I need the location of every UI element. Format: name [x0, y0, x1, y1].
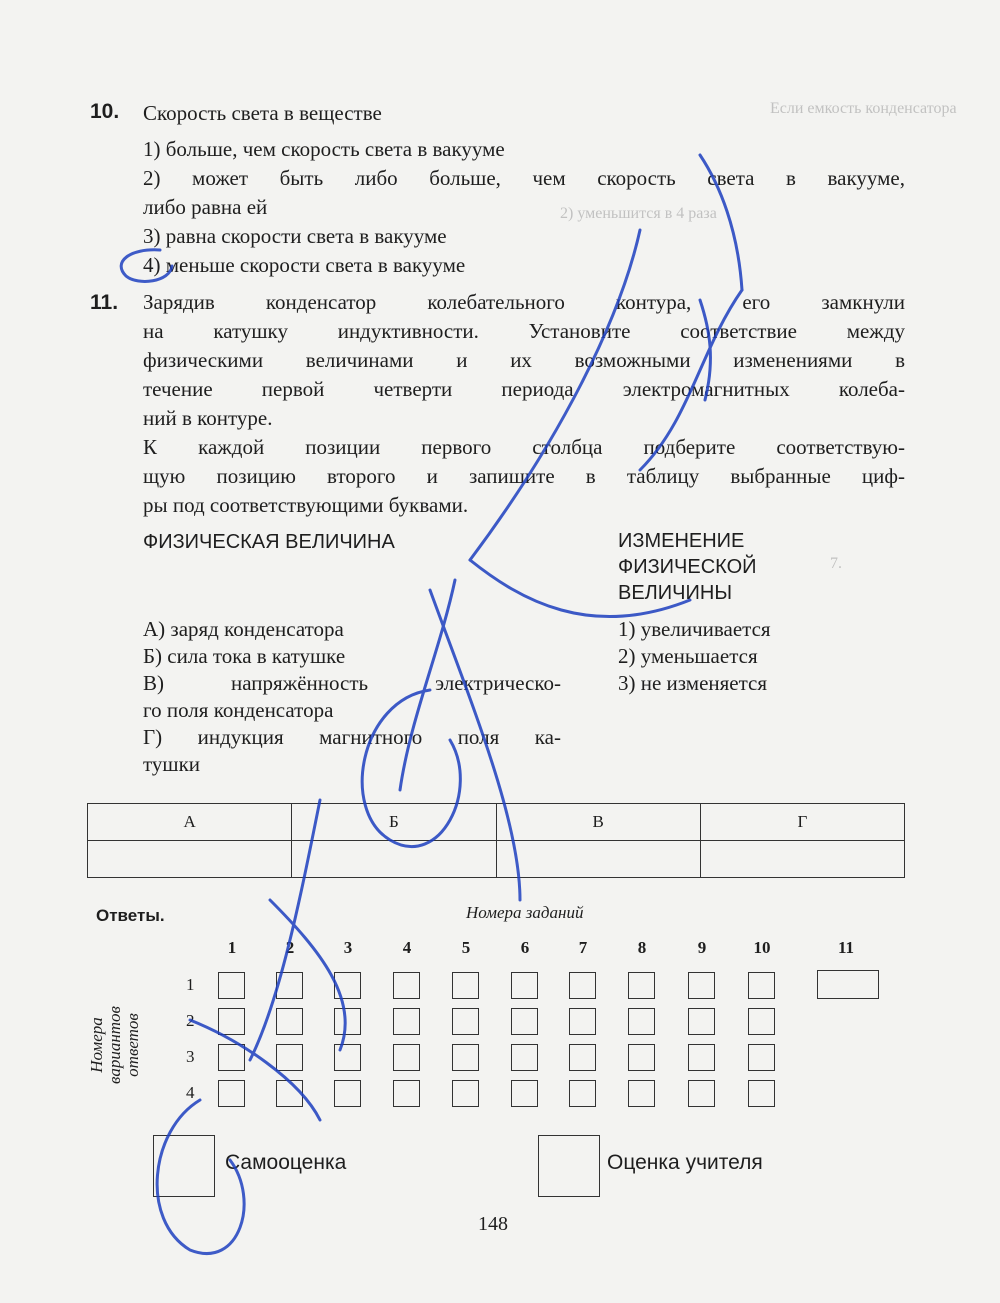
question-11-number: 11.	[90, 291, 119, 314]
pen-stroke	[700, 155, 742, 290]
question-10-option-2: 2) может быть либо больше, чем скорость света в вакууме,	[143, 166, 905, 190]
quantity-v: В) напряжённость электрическо-	[143, 671, 561, 695]
column-2-header-line: ИЗМЕНЕНИЕ	[618, 530, 745, 552]
pen-stroke	[190, 1020, 320, 1120]
question-11-line: щую позицию второго и запишите в таблицу выбранные циф-	[143, 464, 905, 488]
task-number: 4	[402, 938, 412, 957]
task-number: 3	[343, 938, 353, 957]
pen-stroke	[470, 560, 690, 617]
question-10-option-2-cont: либо равна ей	[143, 195, 268, 219]
quantity-b: Б) сила тока в катушке	[143, 644, 346, 668]
task-number: 7	[578, 938, 588, 957]
quantity-g-cont: тушки	[143, 752, 201, 776]
change-2: 2) уменьшается	[618, 644, 758, 668]
variants-label-line: ответов	[123, 1013, 142, 1077]
question-10-number: 10.	[90, 100, 120, 123]
bleed-through-text: Если емкость конденсатора	[770, 100, 957, 117]
pen-circle-option-4	[121, 250, 172, 282]
question-10-option-3: 3) равна скорости света в вакууме	[143, 224, 447, 248]
page-number: 148	[478, 1213, 508, 1235]
task-number: 9	[697, 938, 707, 957]
bleed-through-text: 7.	[830, 555, 842, 572]
variant-number: 1	[186, 975, 195, 994]
column-1-header: ФИЗИЧЕСКАЯ ВЕЛИЧИНА	[143, 531, 395, 553]
question-11-line: на катушку индуктивности. Установите соответствие между	[143, 319, 905, 343]
quantity-a: А) заряд конденсатора	[143, 617, 344, 641]
teacher-assessment-label: Оценка учителя	[607, 1151, 763, 1174]
task-number: 2	[285, 938, 295, 957]
pen-stroke	[640, 290, 742, 470]
question-11-line: физическими величинами и их возможными изменениями в	[143, 348, 905, 372]
task-number: 11	[837, 938, 855, 957]
answers-title: Ответы.	[96, 906, 165, 925]
question-11-line: ний в контуре.	[143, 406, 273, 430]
bleed-through-text: 2) уменьшится в 4 раза	[560, 205, 717, 222]
task-number: 8	[637, 938, 647, 957]
pen-stroke	[250, 800, 320, 1060]
pen-loop	[157, 1100, 244, 1254]
question-10-stem: Скорость света в веществе	[143, 101, 382, 125]
pen-stroke	[700, 300, 710, 400]
question-11-line: Зарядив конденсатор колебательного контура, его замкнули	[143, 290, 905, 314]
answer-header-b: Б	[292, 804, 496, 841]
column-2-header-line: ВЕЛИЧИНЫ	[618, 582, 733, 604]
variant-number: 3	[186, 1047, 195, 1066]
task-number: 1	[227, 938, 237, 957]
variant-number: 2	[186, 1011, 195, 1030]
answer-header-g: Г	[700, 804, 904, 841]
variants-label-line: Номера	[87, 1017, 106, 1073]
self-assessment-label: Самооценка	[225, 1151, 347, 1174]
task-number: 6	[520, 938, 530, 957]
quantity-v-cont: го поля конденсатора	[143, 698, 334, 722]
task-number: 5	[461, 938, 471, 957]
pen-stroke	[470, 230, 640, 560]
question-11-line: К каждой позиции первого столбца подберите соответствую-	[143, 435, 905, 459]
variants-label-line: вариантов	[105, 1006, 124, 1084]
pen-stroke	[430, 590, 520, 900]
column-2-header-line: ФИЗИЧЕСКОЙ	[618, 556, 757, 578]
tasks-label: Номера заданий	[466, 903, 584, 922]
question-11-line: течение первой четверти периода электромагнитных колеба-	[143, 377, 905, 401]
pen-stroke	[400, 580, 455, 790]
question-10-option-4: 4) меньше скорости света в вакууме	[143, 253, 466, 277]
answer-header-a: А	[88, 804, 292, 841]
change-3: 3) не изменяется	[618, 671, 768, 695]
question-11-line: ры под соответствующими буквами.	[143, 493, 469, 517]
pen-loop	[362, 690, 460, 847]
quantity-g: Г) индукция магнитного поля ка-	[143, 725, 561, 749]
question-10-option-1: 1) больше, чем скорость света в вакууме	[143, 137, 505, 161]
answer-header-v: В	[496, 804, 700, 841]
change-1: 1) увеличивается	[618, 617, 771, 641]
variant-number: 4	[186, 1083, 195, 1102]
task-number: 10	[753, 938, 771, 957]
